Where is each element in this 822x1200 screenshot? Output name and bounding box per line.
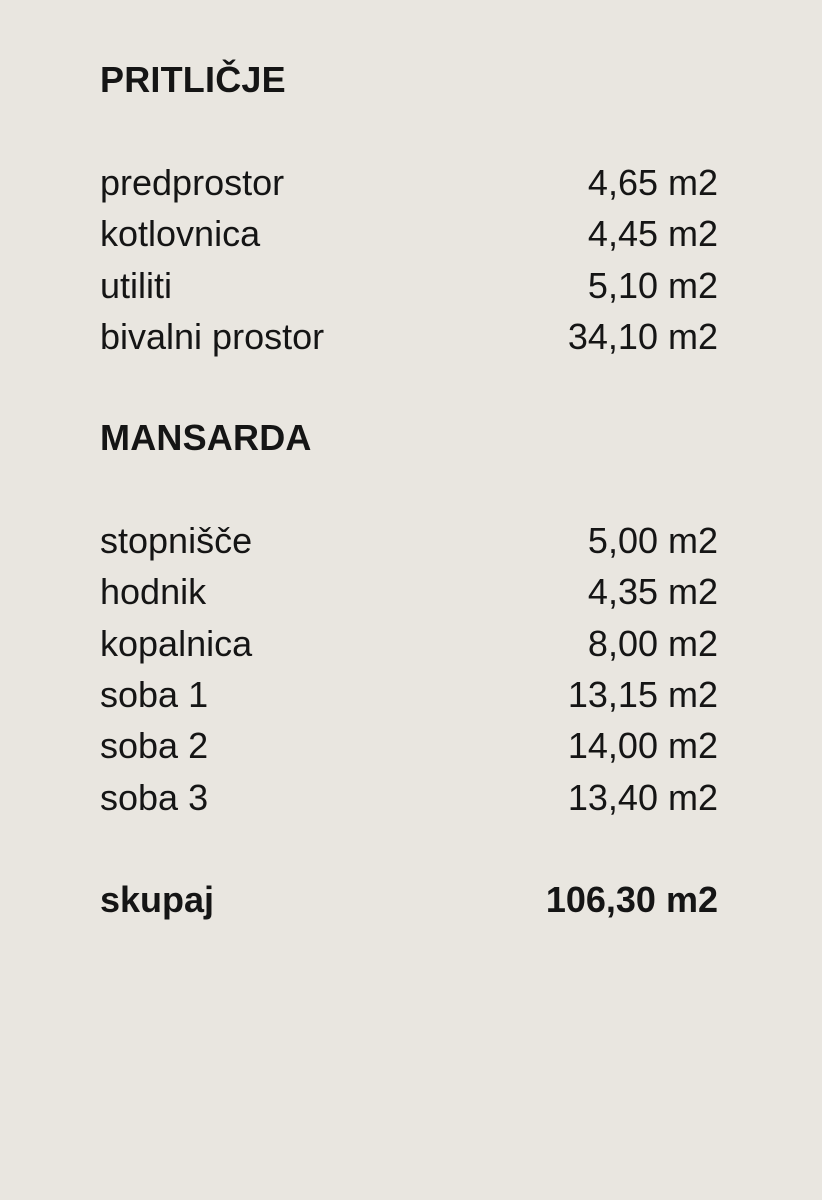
room-area: 14,00 m2 [567,725,718,766]
room-area: 34,10 m2 [567,316,718,357]
room-row [100,161,718,205]
room-row [100,264,718,308]
room-row [100,673,718,717]
attic-heading: MANSARDA [100,417,312,458]
room-name: soba 3 [100,777,209,818]
room-area: 4,45 m2 [587,213,718,254]
room-name: predprostor [100,162,285,203]
room-row [100,776,718,820]
room-area: 4,35 m2 [587,571,718,612]
room-row [100,315,718,359]
room-name: kopalnica [100,623,253,664]
room-area: 5,10 m2 [587,265,718,306]
room-row [100,519,718,563]
room-row [100,724,718,768]
total-row [100,878,718,922]
room-area: 4,65 m2 [587,162,718,203]
room-row [100,570,718,614]
room-area: 8,00 m2 [587,623,718,664]
room-name: utiliti [100,265,173,306]
room-name: soba 2 [100,725,209,766]
room-row [100,622,718,666]
room-row [100,212,718,256]
ground-floor-heading: PRITLIČJE [100,59,286,100]
room-name: soba 1 [100,674,209,715]
total-area: 106,30 m2 [545,879,718,920]
room-area: 13,40 m2 [567,777,718,818]
room-area: 5,00 m2 [587,520,718,561]
room-name: hodnik [100,571,207,612]
total-label: skupaj [100,879,215,920]
room-name: kotlovnica [100,213,261,254]
room-name: bivalni prostor [100,316,325,357]
room-area: 13,15 m2 [567,674,718,715]
room-name: stopnišče [100,520,253,561]
